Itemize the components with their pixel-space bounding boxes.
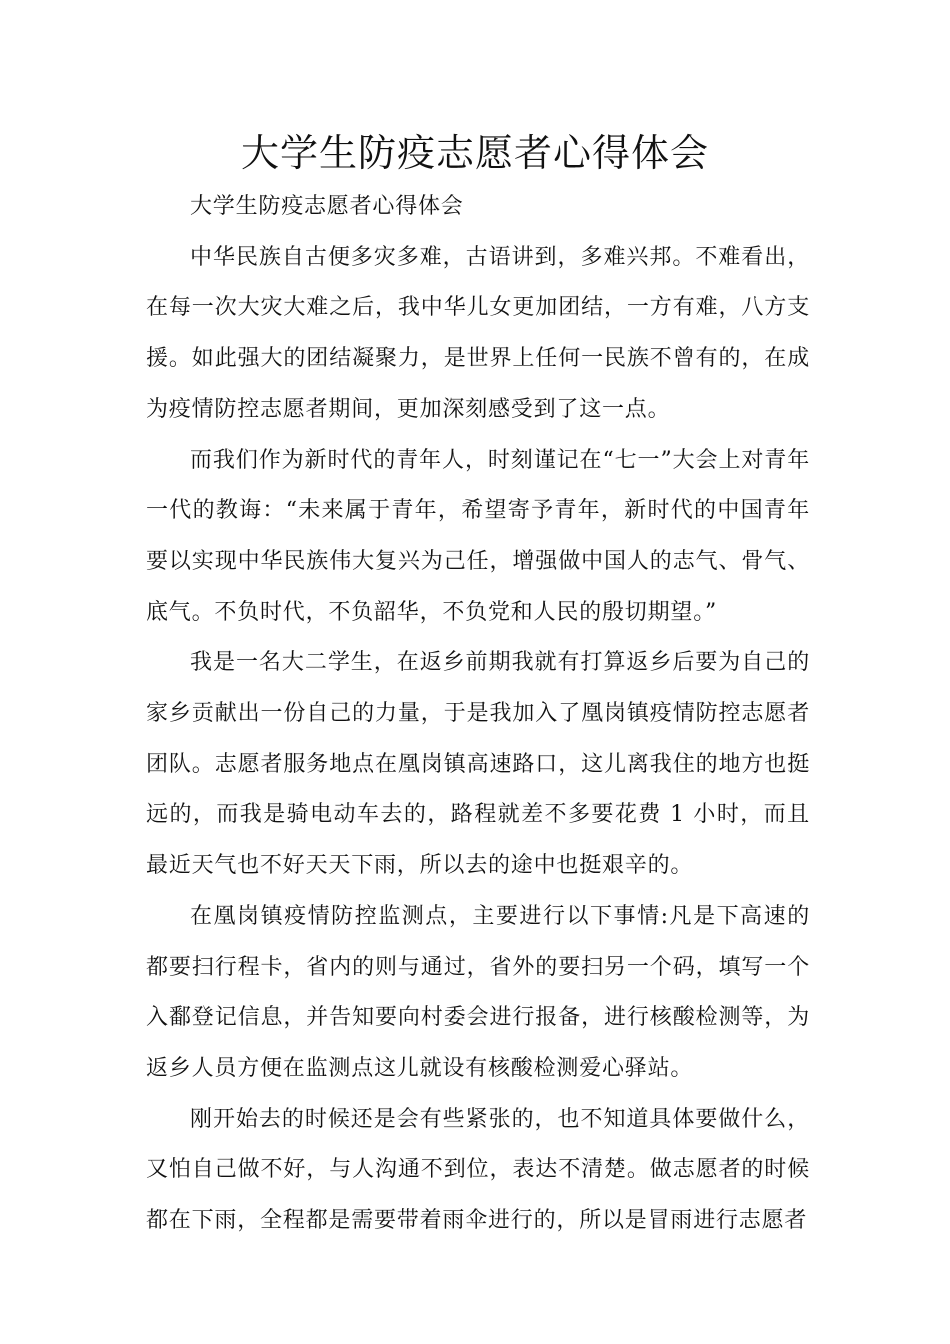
subtitle-paragraph: 大学生防疫志愿者心得体会 [190, 194, 464, 219]
document-title: 大学生防疫志愿者心得体会 [240, 131, 709, 175]
paragraph: 在凰岗镇疫情防控监测点，主要进行以下事情:凡是下高速的都要扫行程卡，省内的则与通过，省外的要扫另一个码，填写一个入鄱登记信息，并告知要向村委会进行报备，进行核酸检测等，为返乡人员方便在监测点这儿就设有核酸检测爱心驿站。 [146, 903, 810, 1081]
paragraph: 而我们作为新时代的青年人，时刻谨记在“七一”大会上对青年一代的教诲：“未来属于青年，希望寄予青年，新时代的中国青年要以实现中华民族伟大复兴为己任，增强做中国人的志气、骨气、底气。不负时代，不负韶华，不负党和人民的殷切期望。” [146, 447, 810, 625]
paragraph: 中华民族自古便多灾多难，古语讲到，多难兴邦。不难看出，在每一次大灾大难之后，我中华儿女更加团结，一方有难，八方支援。如此强大的团结凝聚力，是世界上任何一民族不曾有的，在成为疫情防控志愿者期间，更加深刻感受到了这一点。 [146, 244, 810, 422]
paragraph: 我是一名大二学生，在返乡前期我就有打算返乡后要为自己的家乡贡献出一份自己的力量，于是我加入了凰岗镇疫情防控志愿者团队。志愿者服务地点在凰岗镇高速路口，这儿离我住的地方也挺远的，而我是骑电动车去的，路程就差不多要花费 1 小时，而且最近天气也不好天天下雨，所以去的途中也挺艰辛的。 [146, 650, 810, 879]
document-body [146, 182, 810, 1247]
paragraph: 刚开始去的时候还是会有些紧张的，也不知道具体要做什么，又怕自己做不好，与人沟通不到位，表达不清楚。做志愿者的时候都在下雨，全程都是需要带着雨伞进行的，所以是冒雨进行志愿者 [146, 1106, 810, 1234]
